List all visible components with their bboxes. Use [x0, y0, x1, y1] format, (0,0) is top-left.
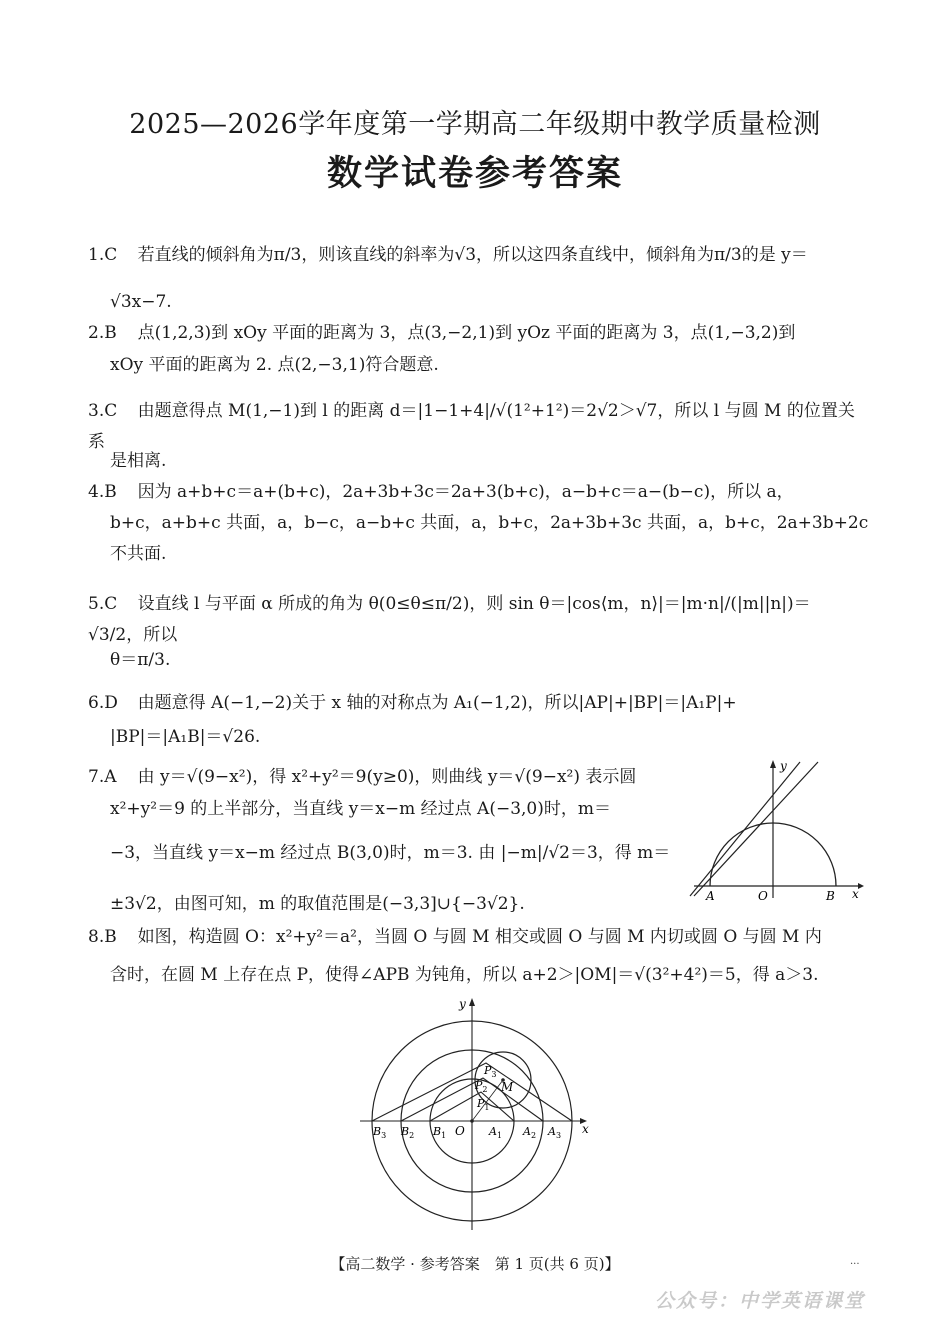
answer-text: 由题意得点 M(1,−1)到 l 的距离 d＝|1−1+4|/√(1²+1²)＝2√2＞√7，所以 l 与圆 M 的位置关系	[88, 401, 855, 452]
center-m-label: M	[501, 1080, 514, 1094]
answer-choice: B	[104, 927, 117, 947]
origin-label: O	[455, 1124, 465, 1138]
answer-text: 由题意得 A(−1,−2)关于 x 轴的对称点为 A₁(−1,2)，所以|AP|+|BP|＝|A₁P|+	[137, 693, 737, 713]
answer-7-line3: −3，当直线 y＝x−m 经过点 B(3,0)时，m＝3. 由 |−m|/√2＝3，得 m＝	[110, 843, 671, 863]
answer-number: 4.	[88, 482, 105, 502]
page-footer: 【高二数学 · 参考答案 第 1 页(共 6 页)】	[330, 1255, 620, 1273]
x-label: x	[582, 1122, 589, 1136]
answer-number: 8.	[88, 927, 105, 947]
answer-text: 由 y＝√(9−x²)，得 x²+y²＝9(y≥0)，则曲线 y＝√(9−x²) 表示圆	[137, 767, 637, 787]
b3-label: $B_3$	[373, 1125, 387, 1140]
tangent-line	[690, 762, 800, 896]
answer-choice: B	[104, 482, 117, 502]
p3-label: $P_3$	[484, 1064, 497, 1079]
answer-text: 若直线的倾斜角为π/3，则该直线的斜率为√3，所以这四条直线中，倾斜角为π/3的是 y＝	[137, 245, 808, 265]
answer-1	[88, 240, 863, 271]
answer-6-line2: |BP|＝|A₁B|＝√26.	[110, 727, 261, 747]
answer-choice: A	[104, 767, 117, 787]
answer-2	[88, 318, 863, 349]
y-label: y	[780, 759, 787, 773]
y-axis-arrow	[770, 760, 776, 768]
figure-q8-circles	[355, 990, 600, 1235]
answer-4	[88, 477, 863, 508]
point-b-label: B	[826, 889, 835, 900]
a2-label: $A_2$	[523, 1125, 537, 1140]
answer-choice: C	[104, 245, 118, 265]
answer-text: 因为 a+b+c＝a+(b+c)，2a+3b+3c＝2a+3(b+c)，a−b+c＝a−(b−c)，所以 a，	[137, 482, 794, 502]
answer-number: 7.	[88, 767, 105, 787]
y-axis-arrow	[469, 998, 475, 1006]
answer-number: 2.	[88, 323, 105, 343]
origin-label: O	[758, 889, 768, 900]
b2-label: $B_2$	[401, 1125, 415, 1140]
answer-2-line2: xOy 平面的距离为 2. 点(2,−3,1)符合题意.	[110, 355, 439, 375]
p2-label: $P_2$	[475, 1079, 488, 1094]
answer-number: 5.	[88, 594, 105, 614]
answer-number: 3.	[88, 401, 105, 421]
answer-3	[88, 396, 863, 458]
footer-dots: ...	[850, 1256, 860, 1267]
answer-5	[88, 589, 863, 651]
a3-label: $A_3$	[548, 1125, 562, 1140]
answer-7-line2: x²+y²＝9 的上半部分，当直线 y＝x−m 经过点 A(−3,0)时，m＝	[110, 799, 611, 819]
answer-3-line2: 是相离.	[110, 451, 167, 471]
answer-text: 设直线 l 与平面 α 所成的角为 θ(0≤θ≤π/2)，则 sin θ＝|cos⟨m，n⟩|＝|m·n|/(|m||n|)＝√3/2，所以	[88, 594, 811, 645]
answer-choice: C	[104, 401, 118, 421]
exam-title: 2025—2026学年度第一学期高二年级期中教学质量检测	[129, 109, 821, 140]
answer-6	[88, 688, 863, 719]
watermark: 公众号：中学英语课堂	[655, 1290, 866, 1312]
answer-choice: D	[104, 693, 118, 713]
answer-7-line4: ±3√2，由图可知，m 的取值范围是(−3,3]∪{−3√2}.	[110, 894, 525, 914]
x-label: x	[852, 887, 859, 900]
answer-number: 6.	[88, 693, 105, 713]
a1-label: $A_1$	[489, 1125, 503, 1140]
answer-5-line2: θ＝π/3.	[110, 650, 171, 670]
answer-text: 如图，构造圆 O：x²+y²＝a²，当圆 O 与圆 M 相交或圆 O 与圆 M 内切或圆 O 与圆 M 内	[137, 927, 822, 947]
answer-4-line2: b+c，a+b+c 共面，a，b−c，a−b+c 共面，a，b+c，2a+3b+3c 共面，a，b+c，2a+3b+2c	[110, 513, 869, 533]
answer-4-line3: 不共面.	[110, 544, 167, 564]
answer-8	[88, 922, 863, 953]
answer-8-line2: 含时，在圆 M 上存在点 P，使得∠APB 为钝角，所以 a+2＞|OM|＝√(3²+4²)＝5，得 a＞3.	[110, 965, 819, 985]
figure-q7-graph	[688, 758, 868, 900]
p1-label: $P_1$	[477, 1097, 490, 1112]
answer-number: 1.	[88, 245, 105, 265]
b1-label: $B_1$	[433, 1125, 447, 1140]
answer-1-line2: √3x−7.	[110, 292, 172, 312]
answer-7	[88, 762, 688, 793]
x-axis-arrow	[858, 883, 864, 889]
answer-choice: B	[104, 323, 117, 343]
answer-choice: C	[104, 594, 118, 614]
document-title: 数学试卷参考答案	[326, 153, 623, 194]
point-a-label: A	[706, 889, 715, 900]
answer-text: 点(1,2,3)到 xOy 平面的距离为 3，点(3,−2,1)到 yOz 平面的距离为 3，点(1,−3,2)到	[137, 323, 796, 343]
y-label: y	[459, 997, 466, 1011]
